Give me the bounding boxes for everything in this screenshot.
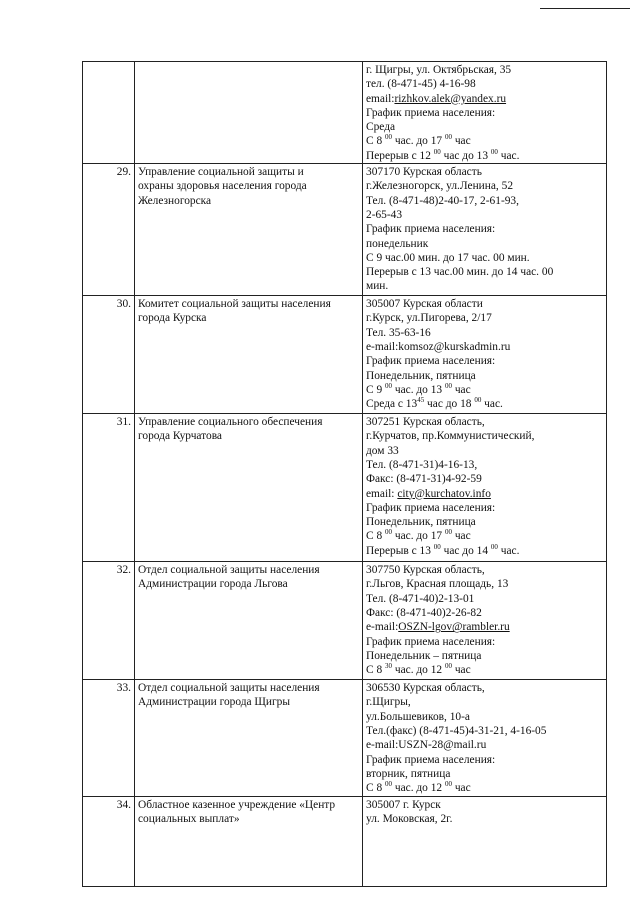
- address-line: [366, 383, 603, 397]
- address-text: час до 13: [440, 149, 491, 162]
- address-text: час. до 13: [392, 383, 445, 396]
- address-line: 307750 Курская область,: [366, 564, 485, 577]
- address-text: e-mail:: [366, 621, 399, 634]
- address-line: График приема населения:: [366, 501, 496, 514]
- address-text: час до 18: [424, 398, 475, 411]
- time-superscript: 00: [490, 542, 498, 551]
- organizations-table: [82, 61, 607, 887]
- time-superscript: 00: [433, 542, 441, 551]
- address-line: ул. Моковская, 2г.: [366, 813, 453, 826]
- time-superscript: 30: [385, 662, 392, 671]
- address-contacts: [363, 680, 607, 797]
- row-number: [83, 62, 135, 164]
- address-line: График приема населения:: [366, 106, 496, 119]
- organization-name: [135, 680, 363, 797]
- table-row: [83, 562, 607, 680]
- table-row: [83, 164, 607, 296]
- address-line: e-mail:USZN-28@mail.ru: [366, 739, 487, 752]
- organization-name-line: Областное казенное учреждение «Центр: [138, 799, 336, 812]
- address-line: г.Курчатов, пр.Коммунистический,: [366, 430, 535, 443]
- address-text: час: [451, 383, 471, 396]
- address-text: час: [451, 530, 471, 543]
- address-line: Понедельник – пятница: [366, 649, 482, 662]
- time-superscript: 00: [444, 381, 452, 390]
- organization-name-line: Комитет социальной защиты населения: [138, 298, 331, 311]
- address-text: С 8: [366, 530, 385, 543]
- address-text: час: [451, 135, 471, 148]
- time-superscript: 00: [444, 780, 452, 789]
- email-link[interactable]: rizhkov.alek@yandex.ru: [394, 92, 507, 105]
- address-line: Тел. (8-471-31)4-16-13,: [366, 458, 478, 471]
- row-number: 31.: [83, 414, 135, 562]
- address-line: Понедельник, пятница: [366, 516, 476, 529]
- organization-name-line: Администрации города Льгова: [138, 578, 288, 591]
- address-line: [366, 397, 603, 411]
- address-line: 305007 г. Курск: [366, 799, 441, 812]
- address-line: Перерыв с 13 час.00 мин. до 14 час. 00: [366, 266, 554, 279]
- time-superscript: 00: [385, 780, 392, 789]
- organization-name-line: Администрации города Щигры: [138, 696, 291, 709]
- address-line: г.Курск, ул.Пигорева, 2/17: [366, 312, 492, 325]
- address-text: Перерыв с 13: [366, 544, 434, 557]
- organization-name-line: охраны здоровья населения города: [138, 180, 307, 193]
- address-line: [366, 529, 603, 543]
- address-line: г. Щигры, ул. Октябрьская, 35: [366, 64, 512, 76]
- organization-name: [135, 62, 363, 164]
- row-number: 34.: [83, 797, 135, 887]
- address-line: График приема населения:: [366, 753, 496, 766]
- time-superscript: 00: [433, 147, 441, 156]
- time-superscript: 00: [385, 133, 392, 142]
- address-text: email:: [366, 92, 395, 105]
- organization-name-line: Отдел социальной защиты населения: [138, 564, 320, 577]
- address-text: час: [451, 782, 471, 795]
- address-line: [366, 620, 603, 634]
- address-line: График приема населения:: [366, 635, 496, 648]
- address-text: час.: [497, 544, 520, 557]
- time-superscript: 00: [474, 396, 482, 405]
- time-superscript: 00: [444, 528, 452, 537]
- organization-name-line: Железногорска: [138, 194, 212, 207]
- address-line: Факс: (8-471-40)2-26-82: [366, 606, 482, 619]
- address-line: Среда: [366, 121, 396, 134]
- table-row: [83, 680, 607, 797]
- address-contacts: [363, 797, 607, 887]
- row-number: 30.: [83, 296, 135, 414]
- organization-name: [135, 296, 363, 414]
- address-contacts: [363, 62, 607, 164]
- address-line: Тел. 35-63-16: [366, 326, 431, 339]
- address-line: [366, 544, 603, 558]
- address-text: час.: [481, 398, 503, 411]
- address-line: e-mail:komsoz@kurskadmin.ru: [366, 340, 511, 353]
- address-line: [366, 149, 603, 163]
- address-line: мин.: [366, 280, 389, 293]
- organization-name-line: социальных выплат»: [138, 813, 240, 826]
- row-number: 29.: [83, 164, 135, 296]
- address-contacts: [363, 414, 607, 562]
- time-superscript: 45: [417, 396, 425, 405]
- address-text: час. до 17: [392, 135, 445, 148]
- address-line: тел. (8-471-45) 4-16-98: [366, 78, 476, 91]
- address-line: 307251 Курская область,: [366, 416, 485, 429]
- email-link[interactable]: OSZN-lgov@rambler.ru: [398, 621, 510, 634]
- organization-name-line: Управление социального обеспечения: [138, 416, 323, 429]
- address-line: Факс: (8-471-31)4-92-59: [366, 473, 482, 486]
- address-line: г.Льгов, Красная площадь, 13: [366, 578, 509, 591]
- email-link[interactable]: city@kurchatov.info: [397, 487, 491, 500]
- address-text: С 8: [366, 782, 385, 795]
- address-line: Тел. (8-471-40)2-13-01: [366, 592, 475, 605]
- row-number: 33.: [83, 680, 135, 797]
- address-text: С 9: [366, 383, 385, 396]
- address-text: час: [451, 664, 471, 677]
- address-line: Тел.(факс) (8-471-45)4-31-21, 4-16-05: [366, 724, 547, 737]
- organization-name-line: Отдел социальной защиты населения: [138, 682, 320, 695]
- address-text: час. до 17: [392, 530, 445, 543]
- address-line: [366, 781, 603, 795]
- table-row: [83, 414, 607, 562]
- address-line: С 9 час.00 мин. до 17 час. 00 мин.: [366, 251, 530, 264]
- address-text: час. до 12: [392, 782, 445, 795]
- top-rule: [540, 8, 630, 9]
- organization-name: [135, 562, 363, 680]
- address-line: 305007 Курская области: [366, 298, 483, 311]
- address-line: 306530 Курская область,: [366, 682, 485, 695]
- address-text: Перерыв с 12: [366, 149, 434, 162]
- address-line: График приема населения:: [366, 223, 496, 236]
- address-line: 307170 Курская область: [366, 166, 482, 179]
- row-number: 32.: [83, 562, 135, 680]
- address-line: г.Железногорск, ул.Ленина, 52: [366, 180, 514, 193]
- address-text: email:: [366, 487, 398, 500]
- organization-name-line: города Курчатова: [138, 430, 222, 443]
- address-line: понедельник: [366, 237, 429, 250]
- address-line: [366, 487, 603, 501]
- organization-name: [135, 164, 363, 296]
- address-line: Тел. (8-471-48)2-40-17, 2-61-93,: [366, 194, 519, 207]
- table-row: [83, 797, 607, 887]
- address-text: Среда с 13: [366, 398, 418, 411]
- organization-name-line: города Курска: [138, 312, 207, 325]
- address-text: С 8: [366, 664, 385, 677]
- address-contacts: [363, 164, 607, 296]
- address-text: час.: [497, 149, 520, 162]
- address-text: С 8: [366, 135, 385, 148]
- address-line: вторник, пятница: [366, 767, 451, 780]
- address-line: [366, 134, 603, 148]
- address-line: График приема населения:: [366, 355, 496, 368]
- table-body: [83, 62, 607, 887]
- address-line: [366, 92, 603, 106]
- table-row: [83, 296, 607, 414]
- time-superscript: 00: [490, 147, 498, 156]
- address-line: Понедельник, пятница: [366, 369, 476, 382]
- table-row: [83, 62, 607, 164]
- time-superscript: 00: [385, 528, 392, 537]
- time-superscript: 00: [444, 662, 452, 671]
- organization-name: [135, 414, 363, 562]
- organization-name: [135, 797, 363, 887]
- address-text: час. до 12: [392, 664, 445, 677]
- time-superscript: 00: [385, 381, 392, 390]
- address-line: ул.Большевиков, 10-а: [366, 710, 470, 723]
- address-contacts: [363, 562, 607, 680]
- time-superscript: 00: [444, 133, 452, 142]
- address-line: [366, 663, 603, 677]
- address-line: дом 33: [366, 444, 399, 457]
- address-contacts: [363, 296, 607, 414]
- address-line: 2-65-43: [366, 208, 403, 221]
- organization-name-line: Управление социальной защиты и: [138, 166, 304, 179]
- address-text: час до 14: [440, 544, 491, 557]
- address-line: г.Щигры,: [366, 696, 411, 709]
